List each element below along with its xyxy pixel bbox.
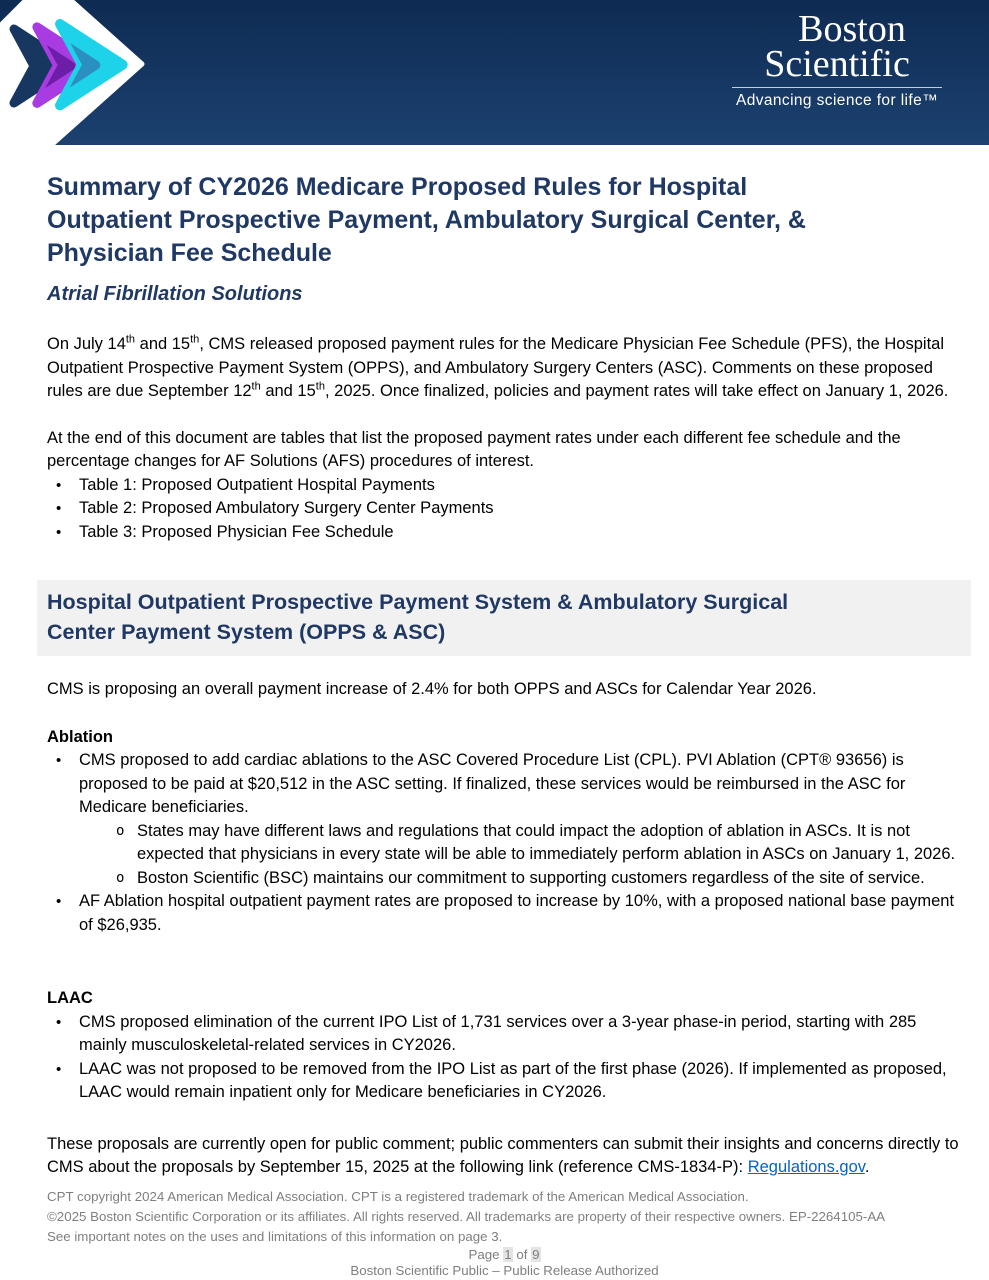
logo-tagline: Advancing science for life™ — [735, 92, 939, 109]
subsection-heading-laac: LAAC — [47, 989, 93, 1007]
list-item — [47, 749, 960, 820]
footer-notes: See important notes on the uses and limitations of this information on page 3. — [47, 1229, 503, 1244]
text-segment: These proposals are currently open for public comment; public commenters can submit their insights and concerns directly to CMS about the proposals by September 15, 2025 at the following link (reference CMS-1834-P): — [47, 1134, 959, 1176]
text-segment: , CMS released proposed payment rules for the Medicare Physician Fee Schedule (PFS), the Hospital Outpatient Prospective Payment System (OPPS), and Ambulatory Surgery Centers (ASC). Comments on these proposed rules are due September 12 — [47, 335, 945, 400]
sub-bullet-marker: o — [116, 822, 125, 839]
footer-copyright-cpt: CPT copyright 2024 American Medical Association. CPT is a registered trademark of the American Medical Association. — [47, 1189, 749, 1204]
section-heading-line-1: Hospital Outpatient Prospective Payment System & Ambulatory Surgical — [47, 590, 789, 614]
laac-list — [47, 1011, 960, 1105]
ordinal-superscript: th — [251, 380, 261, 393]
header-banner — [0, 0, 989, 145]
ordinal-superscript: th — [125, 333, 136, 346]
text-segment: and 15 — [260, 382, 316, 400]
bullet-marker: • — [56, 1013, 62, 1031]
footer-copyright-bsc: ©2025 Boston Scientific Corporation or its affiliates. All rights reserved. All trademarks are property of their respective owners. EP-2264105-AA — [47, 1209, 886, 1224]
text-segment: and 15 — [135, 335, 191, 353]
page-footer — [47, 1187, 962, 1280]
tables-list — [47, 474, 960, 545]
list-item-text: Table 1: Proposed Outpatient Hospital Payments — [79, 475, 435, 494]
page-number-prefix: Page — [468, 1247, 500, 1262]
page-number — [47, 1247, 962, 1263]
text-segment: , 2025. Once finalized, policies and payment rates will take effect on January 1, 2026. — [324, 382, 949, 400]
sub-bullet-marker: o — [116, 869, 125, 886]
bullet-marker: • — [56, 500, 62, 517]
sub-list-item — [47, 820, 960, 867]
sub-list-item-text: States may have different laws and regulations that could impact the adoption of ablation in ASCs. It is not expected that physicians in every state will be able to immediately perform ablation in ASCs on January 1, 2026. — [137, 821, 956, 863]
subtitle-atrial-fibrillation: Atrial Fibrillation Solutions — [47, 283, 303, 305]
bullet-marker: • — [56, 893, 62, 910]
title-line-3: Physician Fee Schedule — [47, 239, 332, 267]
list-item-text: AF Ablation hospital outpatient payment rates are proposed to increase by 10%, with a proposed national base payment of $26,935. — [79, 892, 955, 934]
closing-paragraph — [47, 1133, 960, 1180]
sub-list-item — [47, 867, 960, 891]
text-segment: . — [864, 1158, 870, 1176]
logo-divider-line — [732, 87, 942, 88]
section-overview: CMS is proposing an overall payment increase of 2.4% for both OPPS and ASCs for Calendar Year 2026. — [47, 680, 817, 698]
section-heading-opps-asc — [37, 580, 971, 656]
intro-paragraph-2: At the end of this document are tables that list the proposed payment rates under each different fee schedule and the percentage changes for AF Solutions (AFS) procedures of interest. — [47, 428, 901, 470]
title-line-1: Summary of CY2026 Medicare Proposed Rules for Hospital — [47, 173, 748, 201]
intro-paragraph-1 — [47, 333, 960, 404]
list-item-text: Table 3: Proposed Physician Fee Schedule — [79, 522, 394, 541]
page-number-mid: of — [516, 1247, 528, 1262]
page-title — [47, 171, 960, 270]
list-item-text: LAAC was not proposed to be removed from the IPO List as part of the first phase (2026). If implemented as proposed, LAAC would remain inpatient only for Medicare beneficiaries in CY2026. — [79, 1059, 947, 1101]
list-item — [47, 890, 960, 937]
list-item-text: CMS proposed to add cardiac ablations to the ASC Covered Procedure List (CPL). PVI Ablation (CPT® 93656) is proposed to be paid at $20,512 in the ASC setting. If finalized, these services would be reimbursed in the ASC for Medicare beneficiaries. — [79, 751, 906, 816]
regulations-gov-link[interactable]: Regulations.gov — [747, 1158, 865, 1176]
title-line-2: Outpatient Prospective Payment, Ambulatory Surgical Center, & — [47, 206, 806, 234]
page-number-current: 1 — [504, 1247, 512, 1262]
sub-list-item-text: Boston Scientific (BSC) maintains our commitment to supporting customers regardless of the site of service. — [137, 868, 925, 887]
logo-word-scientific: Scientific — [764, 43, 910, 85]
list-item — [47, 1011, 960, 1058]
list-item-text: Table 2: Proposed Ambulatory Surgery Center Payments — [79, 499, 494, 517]
subsection-heading-ablation: Ablation — [47, 727, 113, 746]
ablation-list — [47, 749, 960, 937]
list-item — [47, 1058, 960, 1105]
footer-release-statement: Boston Scientific Public – Public Release Authorized — [350, 1262, 659, 1278]
logo-word-boston: Boston — [798, 8, 906, 50]
bullet-marker: • — [56, 476, 62, 494]
boston-scientific-logo — [732, 8, 942, 110]
ordinal-superscript: th — [190, 333, 200, 346]
list-item — [47, 521, 960, 545]
section-heading-line-2: Center Payment System (OPPS & ASC) — [47, 620, 446, 644]
bullet-marker: • — [56, 752, 62, 769]
text-segment: On July 14 — [47, 335, 126, 353]
list-item — [47, 497, 960, 521]
list-item-text: CMS proposed elimination of the current IPO List of 1,731 services over a 3-year phase-in period, starting with 285 mainly musculoskeletal-related services in CY2026. — [79, 1012, 917, 1054]
list-item — [47, 474, 960, 498]
bullet-marker: • — [56, 523, 62, 541]
document-body — [0, 171, 989, 1180]
ordinal-superscript: th — [315, 380, 325, 393]
page-number-total: 9 — [532, 1247, 540, 1262]
bullet-marker: • — [56, 1060, 62, 1078]
